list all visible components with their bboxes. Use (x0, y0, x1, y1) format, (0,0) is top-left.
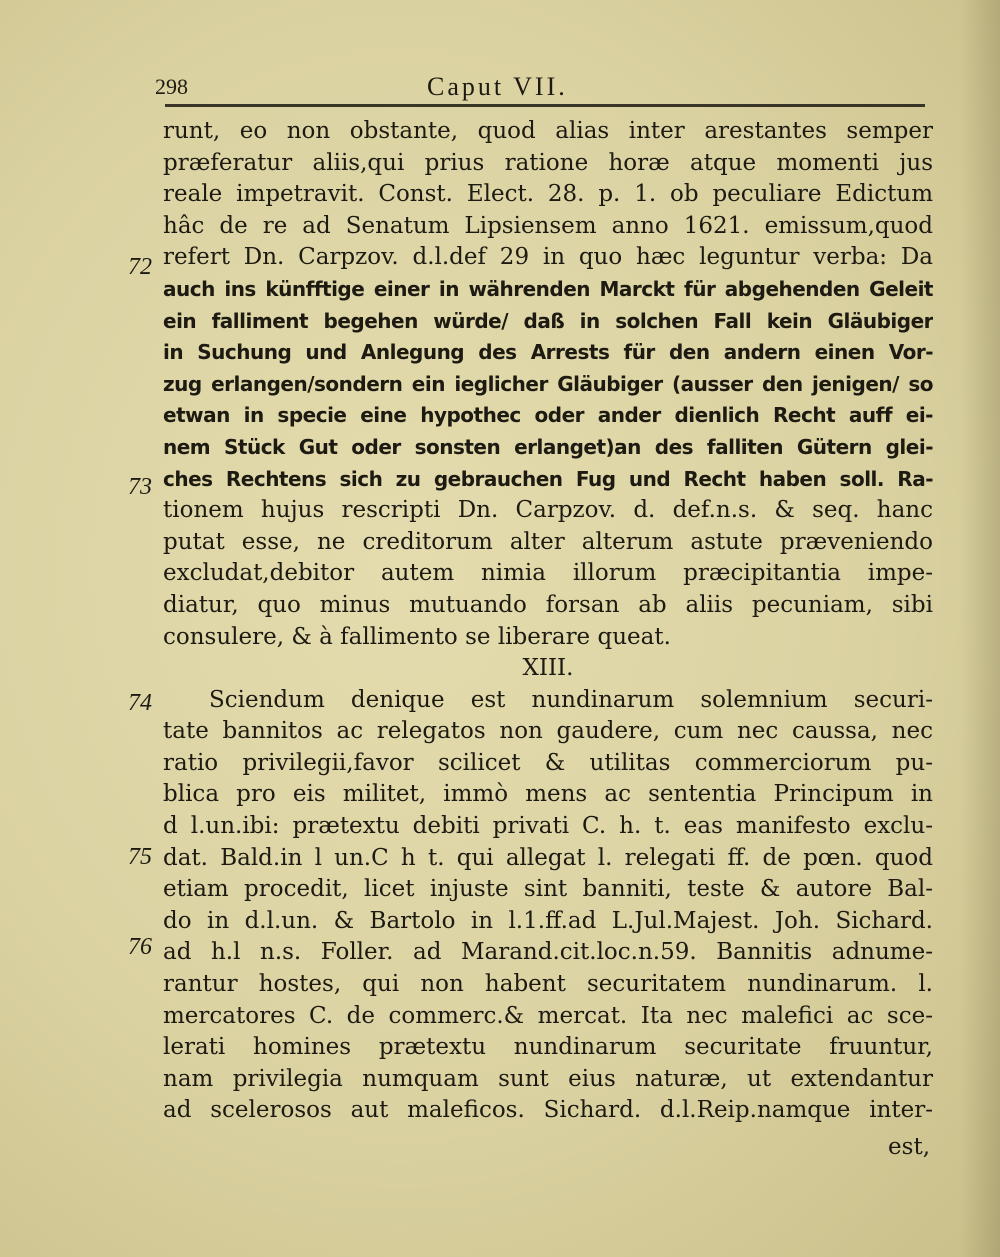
text-line: tionem hujus rescripti Dn. Carpzov. d. def.n.s. & seq. hanc (163, 497, 933, 524)
text-line: hâc de re ad Senatum Lipsiensem anno 1621. emissum,quod (163, 212, 933, 239)
page-number: 298 (155, 74, 188, 99)
margin-number-74: 74 (128, 690, 152, 716)
text-line-german: zug erlangen/sondern ein ieglicher Gläubiger (ausser den jenigen/ so (163, 371, 933, 396)
text-line: runt, eo non obstante, quod alias inter arestantes semper (163, 118, 933, 144)
text-line: ad h.l n.s. Foller. ad Marand.cit.loc.n.59. Bannitis adnume- (163, 939, 933, 966)
catchword: est, (888, 1134, 930, 1160)
margin-number-76: 76 (128, 934, 152, 960)
text-line: blica pro eis militet, immò mens ac sententia Principum in (163, 781, 933, 808)
page-header (155, 72, 945, 102)
text-line: lerati homines prætextu nundinarum securitate fruuntur, (163, 1034, 933, 1061)
text-line-german: ein falliment begehen würde/ daß in solchen Fall kein Gläubiger (163, 308, 933, 333)
text-line: ratio privilegii,favor scilicet & utilitas commerciorum pu- (163, 749, 933, 776)
text-line: etiam procedit, licet injuste sint banniti, teste & autore Bal- (163, 876, 933, 903)
text-line: do in d.l.un. & Bartolo in l.1.ff.ad L.Jul.Majest. Joh. Sichard. (163, 907, 933, 934)
text-line: refert Dn. Carpzov. d.l.def 29 in quo hæc leguntur verba: Da (163, 244, 933, 271)
text-line: tate bannitos ac relegatos non gaudere, cum nec caussa, nec (163, 718, 933, 745)
text-line-german: ches Rechtens sich zu gebrauchen Fug und Recht haben soll. Ra- (163, 466, 933, 491)
page-edge-shadow (960, 0, 1000, 1257)
text-line-german: auch ins künfftige einer in währenden Marckt für abgehenden Geleit (163, 276, 933, 301)
text-line: diatur, quo minus mutuando forsan ab aliis pecuniam, sibi (163, 591, 933, 618)
text-line: mercatores C. de commerc.& mercat. Ita nec malefici ac sce- (163, 1002, 933, 1029)
section-heading: XIII. (522, 655, 574, 682)
margin-number-72: 72 (128, 254, 152, 280)
body-text (163, 116, 933, 1127)
text-line: Sciendum denique est nundinarum solemnium securi- (209, 686, 933, 713)
text-line-german: nem Stück Gut oder sonsten erlanget)an des falliten Gütern glei- (163, 434, 933, 459)
text-line: rantur hostes, qui non habent securitatem nundinarum. l. (163, 971, 933, 998)
header-rule (165, 104, 925, 107)
text-line: nam privilegia numquam sunt eius naturæ, ut extendantur (163, 1065, 933, 1092)
text-line: reale impetravit. Const. Elect. 28. p. 1. ob peculiare Edictum (163, 181, 933, 208)
margin-number-75: 75 (128, 844, 152, 870)
text-line-german: etwan in specie eine hypothec oder ander dienlich Recht auff ei- (163, 403, 933, 428)
text-line: dat. Bald.in l un.C h t. qui allegat l. relegati ff. de pœn. quod (163, 844, 933, 871)
text-line: præferatur aliis,qui prius ratione horæ atque momenti jus (163, 149, 933, 176)
text-line: excludat,debitor autem nimia illorum præcipitantia impe- (163, 560, 933, 587)
text-line: putat esse, ne creditorum alter alterum astute præveniendo (163, 528, 933, 555)
text-line: d l.un.ibi: prætextu debiti privati C. h. t. eas manifesto exclu- (163, 813, 933, 840)
running-head: Caput VII. (427, 72, 568, 101)
margin-number-73: 73 (128, 474, 152, 500)
text-line: ad scelerosos aut maleficos. Sichard. d.l.Reip.namque inter- (163, 1097, 933, 1124)
text-line-german: in Suchung und Anlegung des Arrests für den andern einen Vor- (163, 340, 933, 365)
text-line: consulere, & à fallimento se liberare queat. (163, 623, 671, 650)
